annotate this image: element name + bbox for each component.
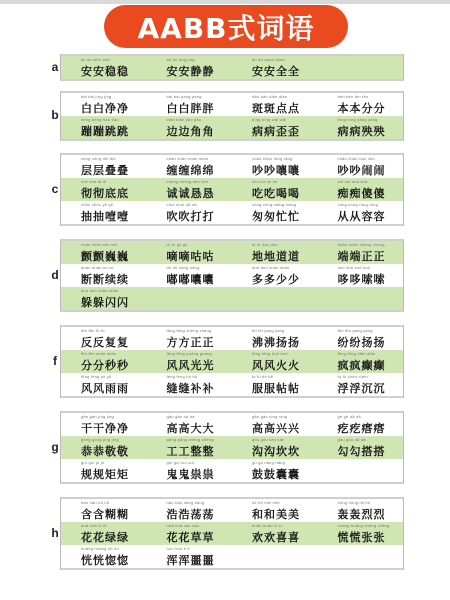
pinyin-text: fǎn fǎn fù fù xyxy=(81,328,105,333)
pinyin-text: hún hún è è xyxy=(166,546,190,551)
pinyin-text: fēng fēng huǒ huǒ xyxy=(252,351,288,356)
pinyin-text: bái bái pàng pàng xyxy=(166,94,202,99)
pinyin-text: céng céng dié dié xyxy=(81,156,116,161)
pinyin-text: gōu gōu dā dā xyxy=(337,437,366,442)
word-cell xyxy=(61,522,147,545)
word-cell xyxy=(232,155,318,178)
pinyin-text: chàn chàn wēi wēi xyxy=(81,242,118,247)
word-cell xyxy=(147,436,233,459)
word-cell xyxy=(147,93,233,116)
pinyin-text: bìng bìng wāi wāi xyxy=(252,117,287,122)
pinyin-text: hōng hōng liè liè xyxy=(337,500,371,505)
word-text: 缠缠绵绵 xyxy=(166,164,215,177)
word-text: 吃吃喝喝 xyxy=(252,187,300,200)
pinyin-text: chī chī hē hē xyxy=(252,179,278,184)
pinyin-text: bìng bìng yāng yāng xyxy=(337,117,378,122)
word-row xyxy=(61,545,403,568)
word-cell xyxy=(61,373,147,396)
word-cell xyxy=(232,545,318,568)
pinyin-text: huān huān xǐ xǐ xyxy=(252,523,282,528)
word-cell xyxy=(147,545,233,568)
pinyin-text: duǒ duǒ shǎn shǎn xyxy=(81,288,119,293)
header xyxy=(0,0,450,52)
word-text: 轰轰烈烈 xyxy=(337,508,386,521)
word-row xyxy=(61,93,403,116)
pinyin-text: duō duō suō suō xyxy=(337,265,371,270)
word-text: 边边角角 xyxy=(166,125,215,138)
pinyin-text: ān ān wěn wěn xyxy=(81,57,111,62)
word-cell xyxy=(61,499,147,522)
word-text: 抽抽噎噎 xyxy=(81,210,129,223)
group-letter: b xyxy=(51,108,59,122)
word-text: 工工整整 xyxy=(166,445,215,458)
pinyin-text: huā huā cǎo cǎo xyxy=(166,523,200,528)
word-text: 浮浮沉沉 xyxy=(337,382,386,395)
pinyin-text: fēng fēng guāng guāng xyxy=(166,351,212,356)
word-text: 花花草草 xyxy=(166,531,215,544)
top-stripe xyxy=(0,0,450,4)
group-letter: h xyxy=(51,526,59,540)
group-box xyxy=(60,91,404,141)
word-cell xyxy=(232,413,318,436)
word-text: 服服帖帖 xyxy=(252,382,300,395)
word-cell xyxy=(318,178,404,201)
word-cell xyxy=(147,522,233,545)
word-row xyxy=(61,499,403,522)
word-text: 风风光光 xyxy=(166,359,215,372)
word-text: 吹吹打打 xyxy=(166,210,215,223)
group-box xyxy=(60,239,404,312)
word-cell xyxy=(61,413,147,436)
pinyin-text: hào hào dàng dàng xyxy=(166,500,205,505)
word-cell xyxy=(232,178,318,201)
group-letter: c xyxy=(51,182,59,196)
word-text: 分分秒秒 xyxy=(81,359,129,372)
pinyin-text: dū dū nāng nāng xyxy=(166,265,200,270)
pinyin-text: huāng huāng zhāng zhāng xyxy=(337,523,390,528)
word-text: 安安稳稳 xyxy=(81,65,129,78)
word-text: 层层叠叠 xyxy=(81,164,129,177)
pinyin-text: fāng fāng zhèng zhèng xyxy=(166,328,212,333)
word-text: 高高兴兴 xyxy=(252,422,300,435)
word-row xyxy=(61,350,403,373)
word-row xyxy=(61,241,403,264)
pinyin-text: fú fú chén chén xyxy=(337,374,368,379)
word-text: 和和美美 xyxy=(252,508,300,521)
pinyin-text: guǐ guǐ suì suì xyxy=(166,460,195,465)
word-text: 本本分分 xyxy=(337,102,386,115)
pinyin-text: gān gān jìng jìng xyxy=(81,414,114,419)
word-cell xyxy=(232,499,318,522)
word-cell xyxy=(61,287,147,310)
pinyin-text: fú fú tiē tiē xyxy=(252,374,274,379)
word-cell xyxy=(147,241,233,264)
word-text: 安安静静 xyxy=(166,65,215,78)
pinyin-text: ān ān jìng jìng xyxy=(166,57,195,62)
pinyin-text: chuī chuī dǎ dǎ xyxy=(166,202,197,207)
word-row xyxy=(61,155,403,178)
word-text: 嘟嘟囔囔 xyxy=(166,273,215,286)
word-cell xyxy=(318,545,404,568)
word-row xyxy=(61,201,403,224)
word-text: 反反复复 xyxy=(81,336,129,349)
word-text: 躲躲闪闪 xyxy=(81,296,129,309)
pinyin-text: chéng chéng kěn kěn xyxy=(166,179,209,184)
word-text: 花花绿绿 xyxy=(81,531,129,544)
word-cell xyxy=(61,459,147,482)
word-cell xyxy=(61,56,147,79)
word-cell xyxy=(61,436,147,459)
word-text: 恭恭敬敬 xyxy=(81,445,129,458)
group-box xyxy=(60,325,404,398)
pinyin-text: huā huā lǜ lǜ xyxy=(81,523,107,528)
word-text: 缝缝补补 xyxy=(166,382,215,395)
pinyin-text: duān duān zhèng zhèng xyxy=(337,242,385,247)
word-cell xyxy=(232,116,318,139)
pinyin-text: gōng gōng zhěng zhěng xyxy=(166,437,214,442)
word-row xyxy=(61,459,403,482)
pinyin-text: hé hé měi měi xyxy=(252,500,280,505)
word-row xyxy=(61,436,403,459)
word-cell xyxy=(147,56,233,79)
word-cell xyxy=(318,413,404,436)
word-cell xyxy=(147,413,233,436)
word-text: 病病歪歪 xyxy=(252,125,300,138)
word-cell xyxy=(147,350,233,373)
pinyin-text: bān bān diǎn diǎn xyxy=(252,94,288,99)
word-text: 蹦蹦跳跳 xyxy=(81,125,129,138)
pinyin-text: fèi fèi yáng yáng xyxy=(252,328,285,333)
pinyin-text: fēn fēn miǎo miǎo xyxy=(81,351,117,356)
word-cell xyxy=(318,436,404,459)
group-letter: d xyxy=(51,268,59,282)
word-cell xyxy=(318,522,404,545)
word-text: 鼓鼓囊囊 xyxy=(252,468,300,481)
word-text: 斑斑点点 xyxy=(252,102,300,115)
word-text: 多多少少 xyxy=(252,273,300,286)
word-cell xyxy=(232,56,318,79)
word-cell xyxy=(318,93,404,116)
pinyin-text: biān biān jiǎo jiǎo xyxy=(166,117,202,122)
pinyin-text: dí dí gū gū xyxy=(166,242,188,247)
word-text: 欢欢喜喜 xyxy=(252,531,300,544)
word-cell xyxy=(318,327,404,350)
word-text: 疯疯癫癫 xyxy=(337,359,386,372)
pinyin-text: guī guī jǔ jǔ xyxy=(81,460,105,465)
word-text: 沸沸扬扬 xyxy=(252,336,300,349)
word-row xyxy=(61,178,403,201)
pinyin-text: cōng cōng máng máng xyxy=(252,202,297,207)
word-cell xyxy=(61,350,147,373)
pinyin-text: fēn fēn yáng yáng xyxy=(337,328,373,333)
word-cell xyxy=(147,499,233,522)
word-cell xyxy=(318,264,404,287)
pinyin-text: chǎo chǎo rǎng rǎng xyxy=(252,156,293,161)
group-letter: a xyxy=(51,60,59,74)
word-cell xyxy=(147,155,233,178)
word-cell xyxy=(61,264,147,287)
group-box xyxy=(60,54,404,81)
word-cell xyxy=(147,287,233,310)
word-text: 白白胖胖 xyxy=(166,102,215,115)
word-cell xyxy=(318,350,404,373)
group-letter: g xyxy=(51,440,59,454)
word-text: 疙疙瘩瘩 xyxy=(337,422,386,435)
word-cell xyxy=(147,264,233,287)
word-cell xyxy=(147,327,233,350)
pinyin-text: féng féng bǔ bǔ xyxy=(166,374,198,379)
word-cell xyxy=(318,201,404,224)
word-cell xyxy=(61,327,147,350)
word-text: 安安全全 xyxy=(252,65,300,78)
word-cell xyxy=(232,327,318,350)
word-row xyxy=(61,413,403,436)
word-cell xyxy=(318,459,404,482)
word-text: 痴痴傻傻 xyxy=(337,187,386,200)
word-text: 纷纷扬扬 xyxy=(337,336,386,349)
word-cell xyxy=(147,373,233,396)
word-text: 浑浑噩噩 xyxy=(166,554,215,567)
word-text: 端端正正 xyxy=(337,250,386,263)
word-text: 颤颤巍巍 xyxy=(81,250,129,263)
pinyin-text: bèng bèng tiào tiào xyxy=(81,117,119,122)
word-text: 高高大大 xyxy=(166,422,215,435)
word-cell xyxy=(318,373,404,396)
pinyin-text: chī chī shǎ shǎ xyxy=(337,179,368,184)
title-banner xyxy=(104,5,348,48)
pinyin-text: gāo gāo xìng xìng xyxy=(252,414,288,419)
pinyin-text: chán chán mián mián xyxy=(166,156,209,161)
word-text: 沟沟坎坎 xyxy=(252,445,300,458)
word-text: 勾勾搭搭 xyxy=(337,445,386,458)
word-cell xyxy=(147,116,233,139)
pinyin-text: bái bái jìng jìng xyxy=(81,94,112,99)
word-cell xyxy=(147,201,233,224)
word-text: 慌慌张张 xyxy=(337,531,386,544)
word-text: 方方正正 xyxy=(166,336,215,349)
pinyin-text: hán hán hū hū xyxy=(81,500,110,505)
word-text: 诚诚恳恳 xyxy=(166,187,215,200)
word-row xyxy=(61,116,403,139)
word-cell xyxy=(318,499,404,522)
word-row xyxy=(61,56,403,79)
word-cell xyxy=(232,264,318,287)
pinyin-text: dì dì dào dào xyxy=(252,242,278,247)
word-cell xyxy=(232,436,318,459)
word-text: 吵吵嚷嚷 xyxy=(252,164,300,177)
word-text: 嘀嘀咕咕 xyxy=(166,250,215,263)
word-cell xyxy=(232,459,318,482)
word-text: 干干净净 xyxy=(81,422,129,435)
pinyin-text: gāo gāo dà dà xyxy=(166,414,195,419)
word-text: 恍恍惚惚 xyxy=(81,554,129,567)
word-cell xyxy=(318,287,404,310)
group-box xyxy=(60,153,404,226)
word-cell xyxy=(61,155,147,178)
pinyin-text: fēng fēng yǔ yǔ xyxy=(81,374,112,379)
word-cell xyxy=(318,241,404,264)
group-box xyxy=(60,411,404,484)
pinyin-text: chōu chōu yē yē xyxy=(81,202,114,207)
word-text: 哆哆嗦嗦 xyxy=(337,273,386,286)
word-text: 从从容容 xyxy=(337,210,386,223)
pinyin-text: chǎo chǎo nào nào xyxy=(337,156,375,161)
word-cell xyxy=(147,459,233,482)
pinyin-text: chè chè dǐ dǐ xyxy=(81,179,107,184)
pinyin-text: ān ān quán quán xyxy=(252,57,286,62)
pinyin-text: gōng gōng jìng jìng xyxy=(81,437,119,442)
word-cell xyxy=(61,241,147,264)
word-row xyxy=(61,522,403,545)
word-cell xyxy=(318,56,404,79)
word-row xyxy=(61,373,403,396)
word-cell xyxy=(61,116,147,139)
word-text: 病病殃殃 xyxy=(337,125,386,138)
word-cell xyxy=(61,545,147,568)
pinyin-text: gǔ gǔ nāng nāng xyxy=(252,460,286,465)
word-text: 浩浩荡荡 xyxy=(166,508,215,521)
pinyin-text: gōu gōu kǎn kǎn xyxy=(252,437,285,442)
word-text: 白白净净 xyxy=(81,102,129,115)
word-cell xyxy=(61,93,147,116)
word-cell xyxy=(318,116,404,139)
word-cell xyxy=(232,93,318,116)
word-text: 风风雨雨 xyxy=(81,382,129,395)
word-cell xyxy=(232,373,318,396)
word-cell xyxy=(232,350,318,373)
word-text: 断断续续 xyxy=(81,273,129,286)
word-text: 含含糊糊 xyxy=(81,508,129,521)
word-row xyxy=(61,327,403,350)
word-cell xyxy=(232,287,318,310)
page-title: AABB式词语 xyxy=(137,11,315,45)
pinyin-text: gē gē dā dā xyxy=(337,414,361,419)
word-cell xyxy=(232,522,318,545)
pinyin-text: běn běn fèn fèn xyxy=(337,94,369,99)
group-box xyxy=(60,497,404,570)
word-text: 彻彻底底 xyxy=(81,187,129,200)
word-cell xyxy=(147,178,233,201)
word-cell xyxy=(232,201,318,224)
word-cell xyxy=(318,155,404,178)
pinyin-text: duàn duàn xù xù xyxy=(81,265,114,270)
word-row xyxy=(61,287,403,310)
pinyin-text: huǎng huǎng hū hū xyxy=(81,546,119,551)
word-cell xyxy=(232,241,318,264)
pinyin-text: duō duō shǎo shǎo xyxy=(252,265,290,270)
word-text: 吵吵闹闹 xyxy=(337,164,386,177)
group-letter: f xyxy=(53,354,57,368)
pinyin-text: fēng fēng diān diān xyxy=(337,351,376,356)
word-text: 匆匆忙忙 xyxy=(252,210,300,223)
word-cell xyxy=(61,178,147,201)
word-text: 地地道道 xyxy=(252,250,300,263)
pinyin-text: cóng cóng róng róng xyxy=(337,202,378,207)
word-text: 鬼鬼祟祟 xyxy=(166,468,215,481)
word-text: 风风火火 xyxy=(252,359,300,372)
word-row xyxy=(61,264,403,287)
word-cell xyxy=(61,201,147,224)
word-text: 规规矩矩 xyxy=(81,468,129,481)
